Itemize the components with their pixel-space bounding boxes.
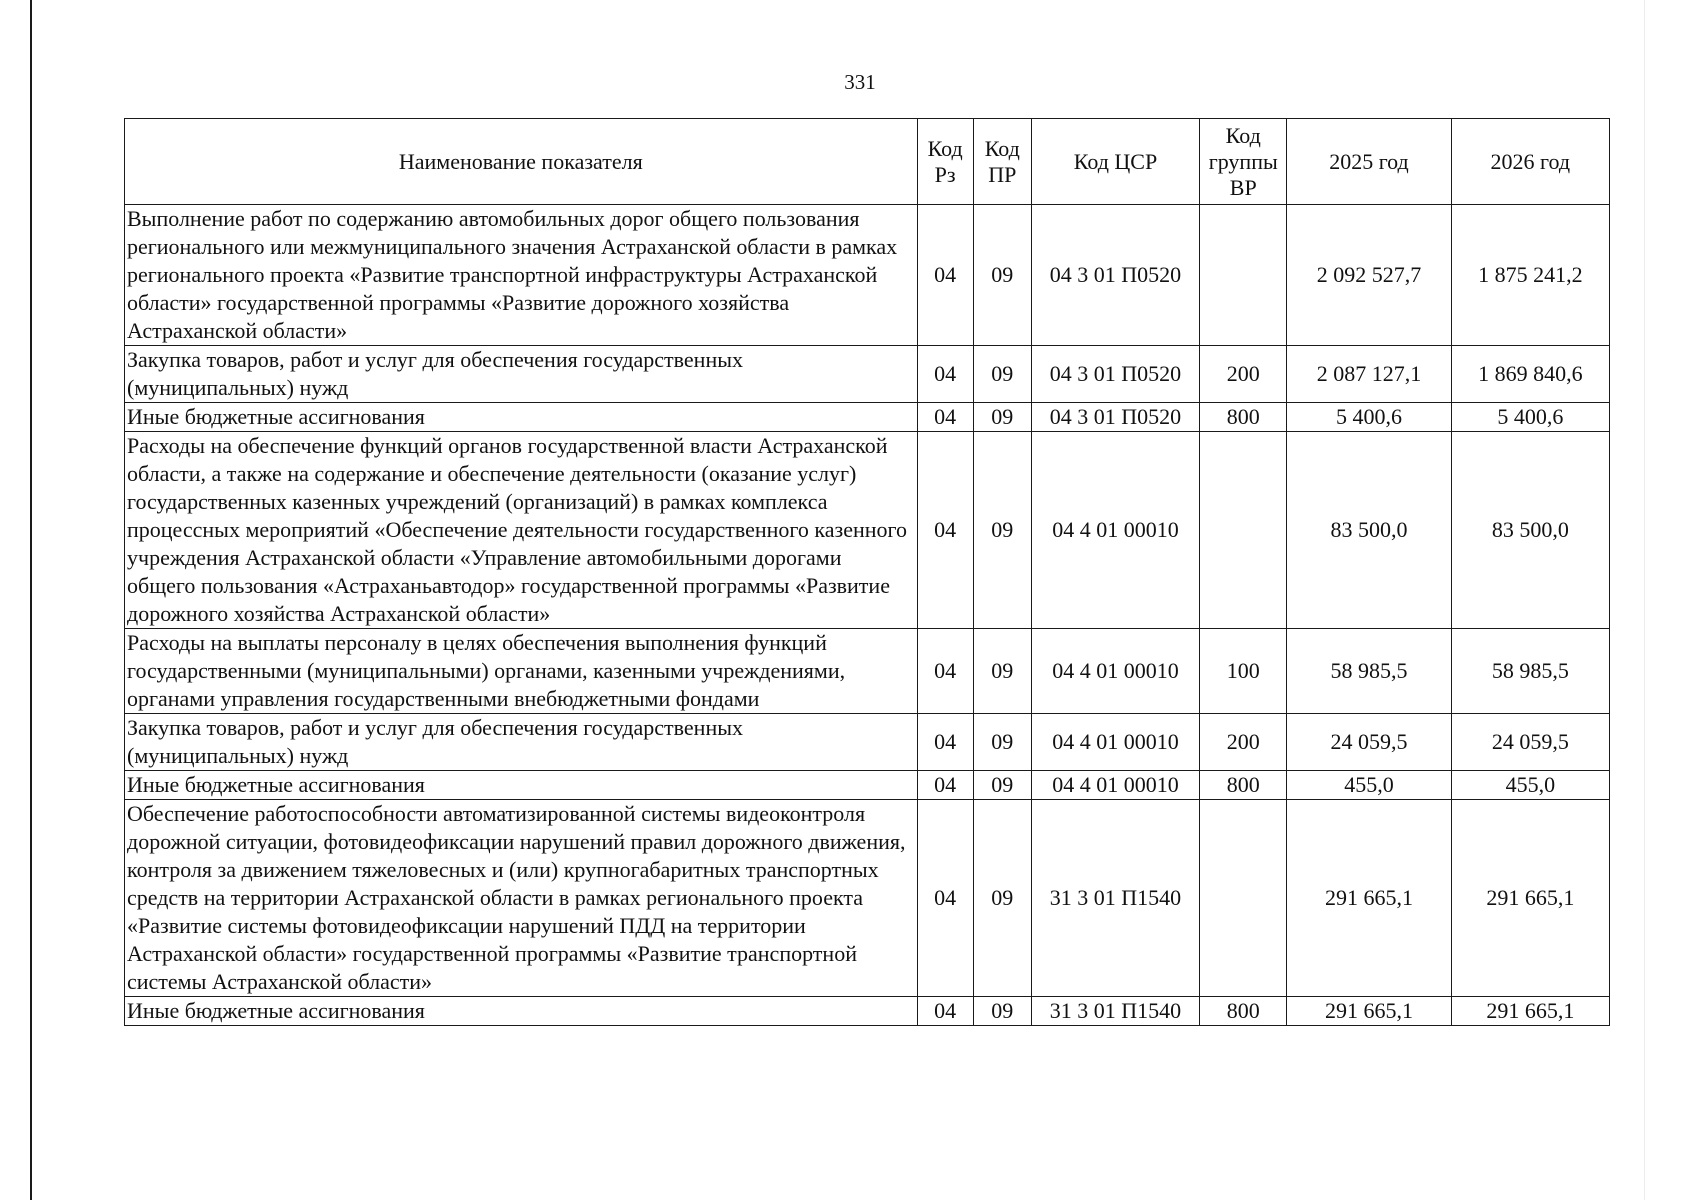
cell-pr: 09 <box>973 771 1031 800</box>
cell-csr: 04 3 01 П0520 <box>1031 205 1199 346</box>
cell-pr: 09 <box>973 346 1031 403</box>
cell-pr: 09 <box>973 432 1031 629</box>
cell-2025: 58 985,5 <box>1287 629 1451 714</box>
header-pr: Код ПР <box>973 119 1031 205</box>
header-name: Наименование показателя <box>125 119 918 205</box>
cell-rz: 04 <box>917 800 973 997</box>
scan-edge-faint-line <box>1644 0 1645 1200</box>
cell-name: Расходы на выплаты персоналу в целях обеспечения выполнения функций государственными (муниципальными) органами, казенными учреждениями, органами управления государственными внебюджетными фондами <box>125 629 918 714</box>
budget-table <box>124 118 1610 1026</box>
cell-vr: 800 <box>1200 403 1287 432</box>
cell-name: Иные бюджетные ассигнования <box>125 997 918 1026</box>
cell-vr: 100 <box>1200 629 1287 714</box>
cell-2025: 5 400,6 <box>1287 403 1451 432</box>
cell-2026: 24 059,5 <box>1451 714 1609 771</box>
cell-name: Расходы на обеспечение функций органов государственной власти Астраханской области, а также на содержание и обеспечение деятельности (оказание услуг) государственных казенных учреждений (организаций) в рамках комплекса процессных мероприятий «Обеспечение деятельности государственного казенного учреждения Астраханской области «Управление автомобильными дорогами общего пользования «Астраханьавтодор» государственной программы «Развитие дорожного хозяйства Астраханской области» <box>125 432 918 629</box>
table-row <box>125 997 1610 1026</box>
table-row <box>125 714 1610 771</box>
table-row <box>125 403 1610 432</box>
cell-rz: 04 <box>917 771 973 800</box>
table-row <box>125 771 1610 800</box>
header-2025: 2025 год <box>1287 119 1451 205</box>
cell-vr <box>1200 205 1287 346</box>
cell-2025: 455,0 <box>1287 771 1451 800</box>
cell-vr: 800 <box>1200 997 1287 1026</box>
cell-2026: 1 869 840,6 <box>1451 346 1609 403</box>
cell-name: Выполнение работ по содержанию автомобильных дорог общего пользования регионального или межмуниципального значения Астраханской области в рамках регионального проекта «Развитие транспортной инфраструктуры Астраханской области» государственной программы «Развитие дорожного хозяйства Астраханской области» <box>125 205 918 346</box>
cell-rz: 04 <box>917 205 973 346</box>
cell-name: Закупка товаров, работ и услуг для обеспечения государственных (муниципальных) нужд <box>125 714 918 771</box>
header-rz: Код Рз <box>917 119 973 205</box>
cell-vr: 800 <box>1200 771 1287 800</box>
cell-csr: 04 4 01 00010 <box>1031 771 1199 800</box>
cell-2025: 291 665,1 <box>1287 997 1451 1026</box>
table-header-row <box>125 119 1610 205</box>
cell-2026: 291 665,1 <box>1451 800 1609 997</box>
cell-pr: 09 <box>973 800 1031 997</box>
cell-2025: 291 665,1 <box>1287 800 1451 997</box>
cell-vr <box>1200 800 1287 997</box>
cell-2026: 83 500,0 <box>1451 432 1609 629</box>
cell-pr: 09 <box>973 205 1031 346</box>
cell-name: Закупка товаров, работ и услуг для обеспечения государственных (муниципальных) нужд <box>125 346 918 403</box>
cell-name: Иные бюджетные ассигнования <box>125 403 918 432</box>
cell-csr: 04 4 01 00010 <box>1031 432 1199 629</box>
cell-name: Обеспечение работоспособности автоматизированной системы видеоконтроля дорожной ситуации, фотовидеофиксации нарушений правил дорожного движения, контроля за движением тяжеловесных и (или) крупногабаритных транспортных средств на территории Астраханской области в рамках регионального проекта «Развитие системы фотовидеофиксации нарушений ПДД на территории Астраханской области» государственной программы «Развитие транспортной системы Астраханской области» <box>125 800 918 997</box>
cell-2026: 1 875 241,2 <box>1451 205 1609 346</box>
cell-csr: 04 4 01 00010 <box>1031 714 1199 771</box>
cell-pr: 09 <box>973 997 1031 1026</box>
cell-pr: 09 <box>973 403 1031 432</box>
cell-vr <box>1200 432 1287 629</box>
cell-pr: 09 <box>973 714 1031 771</box>
cell-csr: 04 4 01 00010 <box>1031 629 1199 714</box>
cell-rz: 04 <box>917 997 973 1026</box>
cell-vr: 200 <box>1200 346 1287 403</box>
cell-rz: 04 <box>917 629 973 714</box>
table-row <box>125 800 1610 997</box>
table-row <box>125 629 1610 714</box>
cell-csr: 31 3 01 П1540 <box>1031 997 1199 1026</box>
cell-rz: 04 <box>917 432 973 629</box>
table-row <box>125 205 1610 346</box>
cell-csr: 04 3 01 П0520 <box>1031 403 1199 432</box>
cell-2025: 2 087 127,1 <box>1287 346 1451 403</box>
header-2026: 2026 год <box>1451 119 1609 205</box>
header-vr: Код группы ВР <box>1200 119 1287 205</box>
cell-pr: 09 <box>973 629 1031 714</box>
cell-rz: 04 <box>917 346 973 403</box>
scan-edge-line <box>30 0 32 1200</box>
cell-2026: 455,0 <box>1451 771 1609 800</box>
cell-rz: 04 <box>917 403 973 432</box>
cell-2026: 5 400,6 <box>1451 403 1609 432</box>
cell-rz: 04 <box>917 714 973 771</box>
header-csr: Код ЦСР <box>1031 119 1199 205</box>
cell-csr: 31 3 01 П1540 <box>1031 800 1199 997</box>
cell-vr: 200 <box>1200 714 1287 771</box>
table-row <box>125 432 1610 629</box>
cell-csr: 04 3 01 П0520 <box>1031 346 1199 403</box>
cell-2025: 24 059,5 <box>1287 714 1451 771</box>
cell-2025: 2 092 527,7 <box>1287 205 1451 346</box>
page-number: 331 <box>844 70 876 94</box>
table-row <box>125 346 1610 403</box>
cell-name: Иные бюджетные ассигнования <box>125 771 918 800</box>
cell-2025: 83 500,0 <box>1287 432 1451 629</box>
cell-2026: 58 985,5 <box>1451 629 1609 714</box>
cell-2026: 291 665,1 <box>1451 997 1609 1026</box>
